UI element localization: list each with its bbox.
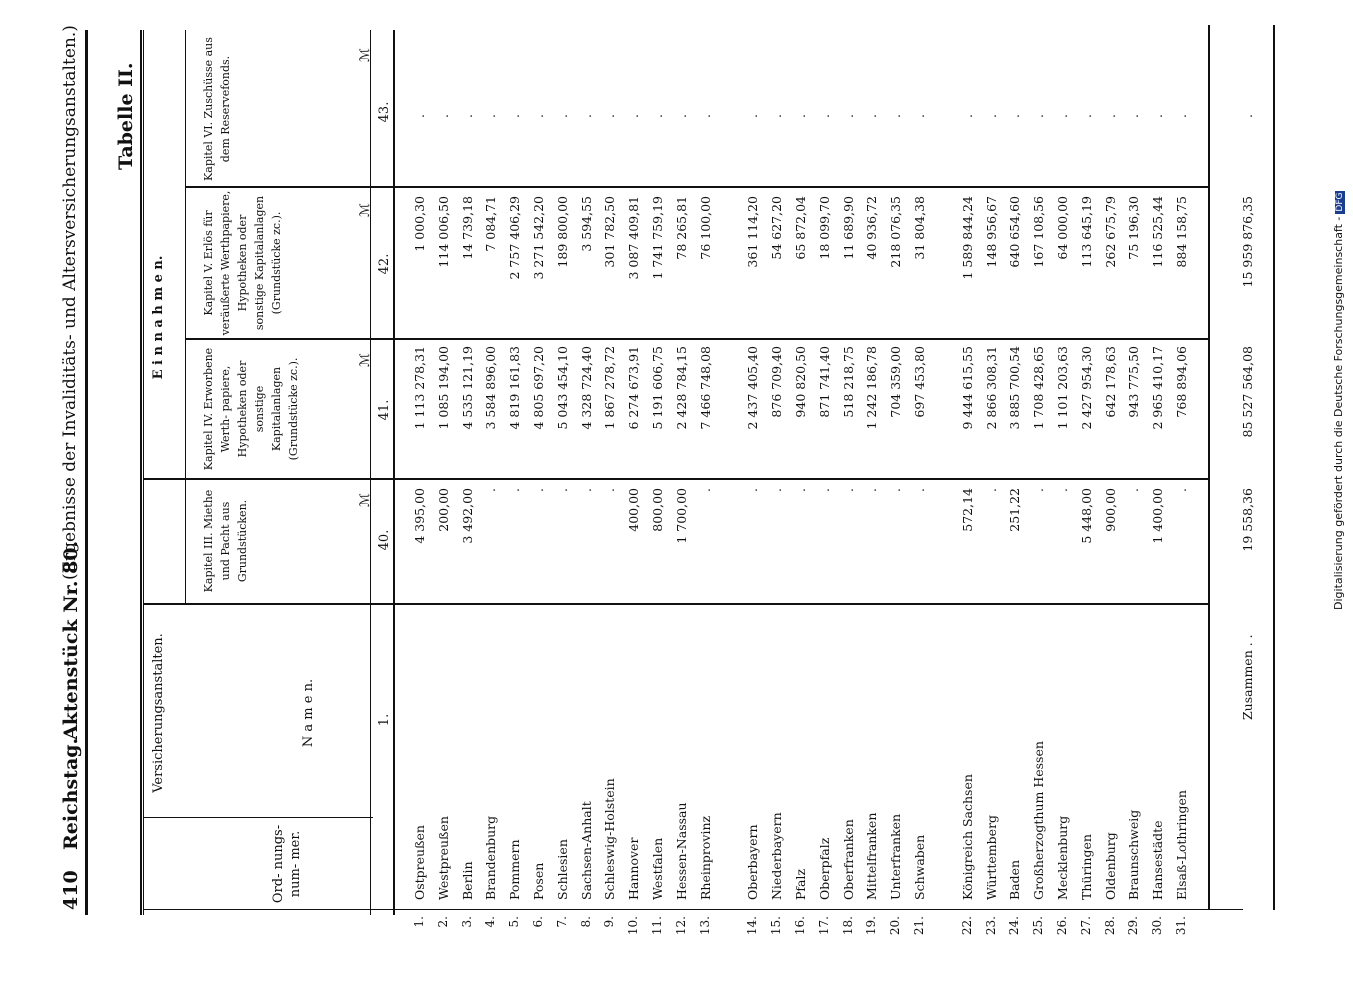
row-kap5: 3 087 409,81 (626, 196, 642, 280)
row-kap4: 876 709,40 (769, 346, 785, 418)
total-label: Zusammen . . (1240, 634, 1255, 720)
row-kap4: 2 866 308,31 (983, 346, 999, 430)
row-number: 10. (626, 916, 641, 936)
row-number: 6. (531, 916, 545, 928)
row-name: Thüringen (1078, 834, 1094, 900)
row-kap6: . (1031, 114, 1047, 118)
row-kap4: 9 444 615,55 (959, 346, 975, 430)
row-kap3: . (1055, 488, 1070, 492)
header-kap3: Kapitel III. Miethe und Pacht aus Grundstücken. (202, 489, 249, 593)
row-kap5: 262 675,79 (1102, 196, 1118, 268)
row-kap4: 1 867 278,72 (602, 346, 618, 430)
colnum-43: 43. (377, 101, 392, 123)
unit-41: ℳ (358, 353, 373, 367)
row-kap5: 361 114,20 (745, 196, 761, 268)
col-sep-42 (185, 186, 1208, 188)
row-name: Hansestädte (1150, 820, 1166, 900)
row-kap5: 75 196,30 (1126, 196, 1142, 260)
row-number: 2. (435, 916, 450, 928)
total-41: 85 527 564,08 (1240, 346, 1255, 438)
row-kap4: 2 437 405,40 (745, 346, 761, 430)
row-kap5: 884 158,75 (1174, 196, 1189, 268)
row-number: 11. (650, 916, 664, 936)
row-kap6: . (1078, 114, 1094, 118)
row-number: 5. (507, 916, 522, 928)
row-kap6: . (412, 114, 427, 118)
row-kap6: . (531, 114, 546, 118)
row-name: Hessen-Nassau (673, 802, 689, 900)
header-kap4: Kapitel IV. Erworbene Werth- papiere, Hypotheken oder sonstige Kapitalanlagen (Grundstücke zc.). (202, 347, 300, 471)
row-kap3: 1 400,00 (1150, 488, 1166, 544)
total-43: . (1240, 114, 1255, 118)
row-number: 16. (793, 916, 807, 936)
row-kap3: 572,14 (959, 488, 975, 532)
header-kap6: Kapitel VI. Zuschüsse aus dem Reservefonds. (202, 37, 232, 181)
row-number: 17. (816, 916, 831, 936)
row-number: 27. (1078, 916, 1093, 936)
row-number: 9. (602, 916, 617, 928)
row-kap5: 114 006,50 (435, 196, 451, 268)
row-name: Oberfranken (840, 819, 856, 900)
row-number: 30. (1150, 916, 1165, 936)
row-name: Sachsen-Anhalt (578, 801, 594, 900)
row-kap4: 6 274 673,91 (626, 346, 642, 430)
row-number: 19. (864, 916, 879, 936)
row-name: Mittelfranken (864, 812, 880, 900)
row-kap5: 1 741 759,19 (650, 196, 665, 280)
document-title: Aktenstück Nr. 80. (60, 540, 82, 740)
row-kap6: . (769, 114, 785, 118)
row-number: 4. (483, 916, 498, 928)
colnum-40: 40. (377, 529, 392, 551)
row-name: Mecklenburg (1055, 815, 1070, 900)
row-name: Westpreußen (435, 816, 451, 900)
row-kap6: . (1126, 114, 1142, 118)
row-kap6: . (840, 114, 856, 118)
rule-top (85, 30, 88, 915)
row-number: 18. (840, 916, 855, 936)
row-kap6: . (578, 114, 594, 118)
row-name: Unterfranken (888, 813, 904, 900)
row-kap3: . (888, 488, 904, 492)
row-name: Königreich Sachsen (959, 774, 975, 900)
row-kap4: 642 178,63 (1102, 346, 1118, 418)
row-name: Oberbayern (745, 824, 761, 900)
unit-43: ℳ (358, 48, 373, 62)
row-kap3: . (745, 488, 761, 492)
row-kap3: . (531, 488, 546, 492)
row-kap5: 64 000,00 (1055, 196, 1070, 260)
row-kap6: . (816, 114, 832, 118)
row-kap4: 4 328 724,40 (578, 346, 594, 430)
rule-einnahmen (185, 30, 186, 605)
row-kap5: 218 076,35 (888, 196, 904, 268)
row-kap3: . (602, 488, 618, 492)
row-name: Schlesien (554, 839, 570, 900)
unit-42: ℳ (358, 203, 373, 217)
row-kap3: . (697, 488, 713, 492)
row-kap4: 1 708 428,65 (1031, 346, 1047, 430)
row-kap6: . (912, 114, 927, 118)
colnum-42: 42. (377, 253, 392, 275)
row-number: 7. (554, 916, 569, 928)
row-kap5: 3 594,55 (578, 196, 594, 252)
row-kap4: 2 428 784,15 (673, 346, 689, 430)
row-kap4: 2 965 410,17 (1150, 346, 1166, 430)
row-kap5: 7 084,71 (483, 196, 499, 252)
row-kap3: . (840, 488, 856, 492)
row-kap5: 76 100,00 (697, 196, 713, 260)
row-kap6: . (602, 114, 618, 118)
row-number: 31. (1174, 916, 1188, 936)
row-name: Ostpreußen (412, 825, 427, 900)
row-name: Brandenburg (483, 815, 499, 900)
row-kap5: 31 804,38 (912, 196, 927, 260)
document-subtitle: (Ergebnisse der Invaliditäts- und Altersversicherungsanstalten.) (60, 25, 80, 580)
row-kap5: 14 739,18 (459, 196, 475, 260)
row-kap6: . (435, 114, 451, 118)
row-kap3: . (983, 488, 999, 492)
col-sep-40 (143, 478, 1208, 480)
row-number: 12. (673, 916, 688, 936)
row-kap5: 301 782,50 (602, 196, 618, 268)
row-kap4: 1 242 186,78 (864, 346, 880, 430)
row-kap3: . (1174, 488, 1189, 492)
row-kap4: 3 584 896,00 (483, 346, 499, 430)
rule-header-bottom (393, 30, 395, 915)
col-sep-0 (143, 909, 1243, 910)
row-kap5: 148 956,67 (983, 196, 999, 268)
row-kap6: . (554, 114, 570, 118)
row-kap4: 1 113 278,31 (412, 346, 427, 430)
publication-title: Reichstag. (60, 737, 82, 850)
row-kap4: 3 885 700,54 (1007, 346, 1023, 430)
row-kap4: 4 535 121,19 (459, 346, 475, 430)
page-number: 410 (60, 870, 82, 910)
row-kap4: 7 466 748,08 (697, 346, 713, 430)
row-kap4: 697 453,80 (912, 346, 927, 418)
row-kap4: 871 741,40 (816, 346, 832, 418)
row-kap4: 5 191 606,75 (650, 346, 665, 430)
row-kap6: . (1102, 114, 1118, 118)
rule-namen-left (250, 604, 395, 605)
row-kap4: 4 819 161,83 (507, 346, 523, 430)
dfg-logo-icon: DFG (1335, 192, 1345, 212)
row-name: Niederbayern (769, 812, 785, 900)
row-name: Oldenburg (1102, 832, 1118, 900)
row-name: Pommern (507, 839, 523, 900)
row-kap5: 113 645,19 (1078, 196, 1094, 268)
row-kap3: . (1031, 488, 1047, 492)
row-kap3: 1 700,00 (673, 488, 689, 544)
row-kap6: . (626, 114, 642, 118)
row-number: 28. (1102, 916, 1117, 936)
row-kap4: 768 894,06 (1174, 346, 1189, 418)
row-kap4: 5 043 454,10 (554, 346, 570, 430)
row-kap5: 167 108,56 (1031, 196, 1047, 268)
row-name: Schwaben (912, 834, 927, 900)
row-kap3: . (578, 488, 594, 492)
row-kap4: 940 820,50 (793, 346, 808, 418)
unit-40: ℳ (358, 493, 373, 507)
row-kap6: . (697, 114, 713, 118)
row-kap5: 40 936,72 (864, 196, 880, 260)
row-kap3: . (769, 488, 785, 492)
dfg-text: Digitalisierung gefördert durch die Deutsche Forschungsgemeinschaft - (1332, 216, 1345, 610)
rule-header-top (140, 30, 142, 915)
rule-total-top (1208, 25, 1210, 910)
row-kap6: . (864, 114, 880, 118)
row-number: 13. (697, 916, 712, 936)
row-number: 25. (1031, 916, 1046, 936)
row-kap5: 18 099,70 (816, 196, 832, 260)
row-kap3: . (793, 488, 808, 492)
row-kap6: . (1174, 114, 1189, 118)
rule-colnum (370, 30, 371, 915)
rule-header-top-2 (143, 30, 144, 915)
row-kap4: 1 101 203,63 (1055, 346, 1070, 430)
row-kap6: . (483, 114, 499, 118)
row-kap5: 3 271 542,20 (531, 196, 546, 280)
row-number: 21. (912, 916, 926, 936)
row-name: Großherzogthum Hessen (1031, 741, 1047, 900)
table-label: Tabelle II. (115, 62, 137, 170)
row-number: 24. (1007, 916, 1022, 936)
header-einnahmen: E i n n a h m e n. (151, 255, 166, 380)
row-name: Westfalen (650, 837, 665, 900)
dfg-credit (1332, 191, 1345, 610)
row-kap6: . (1150, 114, 1166, 118)
row-number: 1. (412, 916, 426, 928)
row-number: 22. (959, 916, 974, 936)
row-number: 15. (769, 916, 784, 936)
rule-total-bottom (1273, 25, 1275, 910)
row-kap6: . (650, 114, 665, 118)
row-kap4: 518 218,75 (840, 346, 856, 418)
row-kap3: 5 448,00 (1078, 488, 1094, 544)
row-number: 14. (745, 916, 760, 936)
total-42: 15 959 876,35 (1240, 196, 1255, 288)
row-kap5: 640 654,60 (1007, 196, 1023, 268)
row-name: Braunschweig (1126, 809, 1142, 900)
row-kap6: . (793, 114, 808, 118)
row-kap3: . (1126, 488, 1142, 492)
row-name: Baden (1007, 859, 1023, 900)
row-kap5: 65 872,04 (793, 196, 808, 260)
row-kap4: 1 085 194,00 (435, 346, 451, 430)
row-kap5: 54 627,20 (769, 196, 785, 260)
header-kap5: Kapitel V. Erlös für veräußerte Werthpapiere, Hypotheken oder sonstige Kapitalanlagen (Grundstücke zc.). (202, 190, 283, 336)
row-kap3: . (507, 488, 523, 492)
row-kap3: 4 395,00 (412, 488, 427, 544)
row-kap6: . (459, 114, 475, 118)
row-kap6: . (888, 114, 904, 118)
row-kap3: . (483, 488, 499, 492)
row-kap5: 78 265,81 (673, 196, 689, 260)
row-kap5: 11 689,90 (840, 196, 856, 260)
row-number: 26. (1055, 916, 1069, 936)
row-kap3: . (912, 488, 927, 492)
row-name: Württemberg (983, 814, 999, 900)
row-kap4: 704 359,00 (888, 346, 904, 418)
row-kap4: 2 427 954,30 (1078, 346, 1094, 430)
row-number: 29. (1126, 916, 1141, 936)
row-number: 8. (578, 916, 593, 928)
row-number: 20. (888, 916, 903, 936)
row-kap6: . (673, 114, 689, 118)
row-kap5: 2 757 406,29 (507, 196, 523, 280)
row-name: Berlin (459, 861, 475, 900)
row-kap6: . (959, 114, 975, 118)
row-kap4: 4 805 697,20 (531, 346, 546, 430)
row-kap3: 400,00 (626, 488, 642, 532)
total-40: 19 558,36 (1240, 488, 1255, 552)
row-name: Pfalz (793, 868, 808, 900)
row-kap3: . (554, 488, 570, 492)
header-namen: N a m e n. (301, 678, 316, 748)
row-name: Hannover (626, 837, 642, 900)
row-kap6: . (507, 114, 523, 118)
colnum-41: 41. (377, 399, 392, 421)
col-sep-num (143, 817, 373, 818)
row-kap5: 189 800,00 (554, 196, 570, 268)
row-kap5: 1 000,30 (412, 196, 427, 252)
row-kap6: . (983, 114, 999, 118)
row-kap3: 200,00 (435, 488, 451, 532)
row-name: Oberpfalz (816, 837, 832, 900)
row-kap3: . (816, 488, 832, 492)
row-kap6: . (1055, 114, 1070, 118)
row-kap6: . (745, 114, 761, 118)
row-name: Schleswig-Holstein (602, 778, 618, 900)
header-versicherungsanstalten: Versicherungsanstalten. (151, 633, 166, 793)
row-kap5: 1 589 844,24 (959, 196, 975, 280)
row-number: 23. (983, 916, 998, 936)
row-name: Rheinprovinz (697, 815, 713, 900)
row-kap3: 800,00 (650, 488, 665, 532)
colnum-1: 1. (377, 713, 392, 727)
row-number: 3. (459, 916, 474, 928)
row-kap6: . (1007, 114, 1023, 118)
row-kap3: 3 492,00 (459, 488, 475, 544)
header-ordnungsnummer: Ord- nungs- num- mer. (271, 824, 303, 904)
row-kap4: 943 775,50 (1126, 346, 1142, 418)
row-kap3: 900,00 (1102, 488, 1118, 532)
col-sep-41 (185, 338, 1208, 340)
row-name: Posen (531, 862, 546, 900)
row-kap5: 116 525,44 (1150, 196, 1166, 268)
row-kap3: . (864, 488, 880, 492)
row-name: Elsaß-Lothringen (1174, 790, 1189, 900)
row-kap3: 251,22 (1007, 488, 1023, 532)
